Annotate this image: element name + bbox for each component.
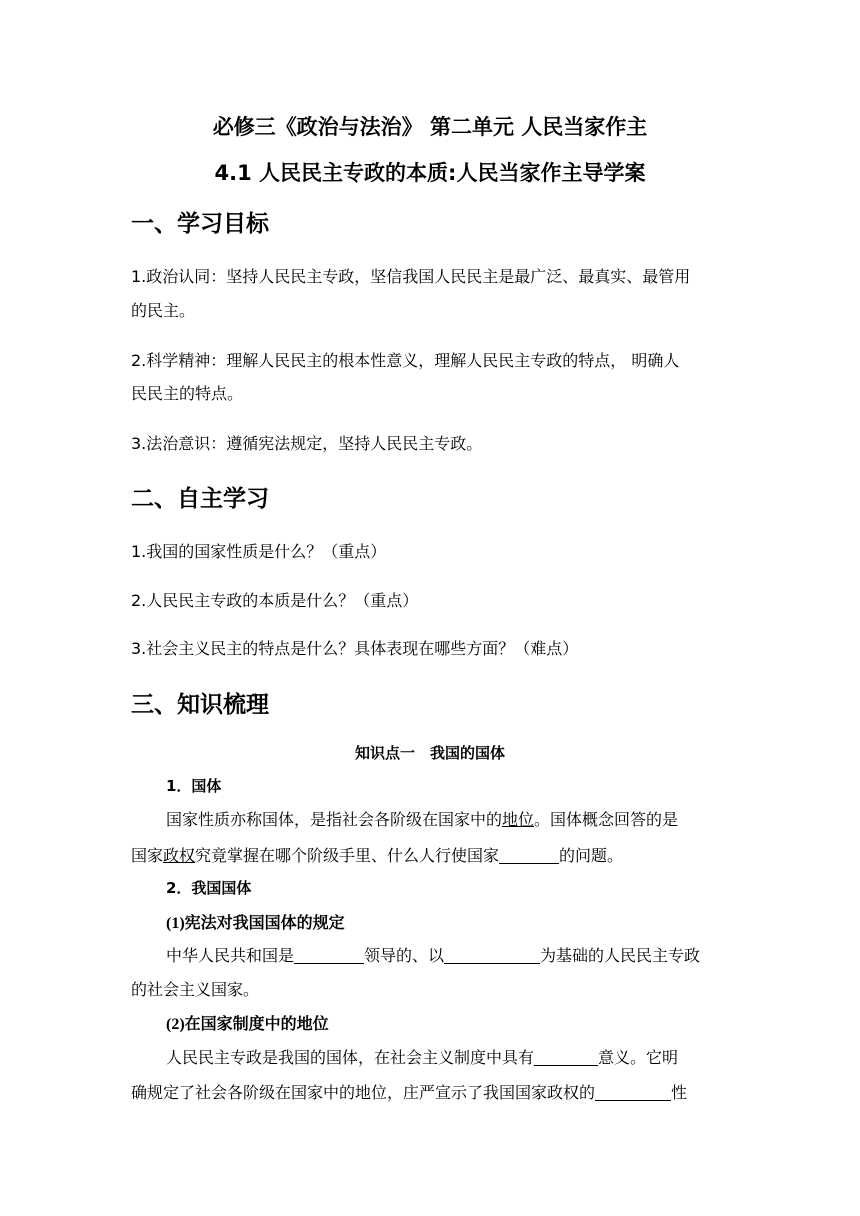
paragraph-status-line-1 [166, 1045, 678, 1068]
section-heading-goals: 一、学习目标 [131, 211, 269, 237]
text: 领导的、以 [364, 946, 445, 965]
text: 为基础的人民民主专政 [540, 946, 701, 965]
document-subtitle: 4.1 人民民主专政的本质:人民当家作主导学案 [214, 161, 646, 185]
paragraph-guoti-line-1 [166, 807, 678, 830]
goal-3: 3.法治意识：遵循宪法规定，坚持人民民主专政。 [131, 434, 483, 453]
text: 确规定了社会各阶级在国家中的地位，庄严宣示了我国国家政权的 [131, 1083, 596, 1102]
knowledge-point-title: 知识点一 我国的国体 [354, 744, 505, 762]
goal-1-line-1: 1.政治认同：坚持人民民主专政，坚信我国人民民主是最广泛、最真实、最管用 [131, 267, 691, 286]
goal-2-line-1: 2.科学精神：理解人民民主的根本性意义，理解人民民主专政的特点， 明确人 [131, 351, 680, 370]
text: 性 [671, 1083, 688, 1102]
text: 究竟掌握在哪个阶级手里、什么人行使国家 [195, 846, 500, 865]
section-heading-knowledge: 三、知识梳理 [131, 692, 269, 718]
question-1: 1.我国的国家性质是什么？（重点） [131, 542, 387, 561]
text: 人民民主专政是我国的国体，在社会主义制度中具有 [166, 1048, 535, 1067]
paragraph-constitution-line-2: 的社会主义国家。 [131, 980, 260, 999]
paragraph-guoti-line-2 [131, 843, 623, 866]
document-title: 必修三《政治与法治》 第二单元 人民当家作主 [212, 115, 648, 139]
question-2: 2.人民民主专政的本质是什么？（重点） [131, 591, 419, 610]
fill-in-blank[interactable] [499, 847, 559, 864]
underlined-answer-zhengquan: 政权 [163, 846, 196, 865]
fill-in-blank[interactable] [444, 947, 540, 964]
subheading-guoti: 1．国体 [166, 777, 222, 795]
fill-in-blank[interactable] [534, 1049, 598, 1066]
text: 中华人民共和国是 [166, 946, 295, 965]
fill-in-blank[interactable] [595, 1084, 671, 1101]
question-3: 3.社会主义民主的特点是什么？具体表现在哪些方面？（难点） [131, 639, 579, 658]
subheading-woguo-guoti: 2．我国国体 [166, 879, 252, 897]
paragraph-constitution-line-1 [166, 943, 700, 966]
text: 国家性质亦称国体，是指社会各阶级在国家中的 [166, 810, 503, 829]
text: 意义。它明 [598, 1048, 679, 1067]
section-heading-self-study: 二、自主学习 [131, 486, 269, 512]
subheading-constitution: (1)宪法对我国国体的规定 [166, 915, 345, 932]
paragraph-status-line-2 [131, 1080, 687, 1103]
text: 国家 [131, 846, 164, 865]
underlined-answer-diwei: 地位 [502, 810, 535, 829]
goal-1-line-2: 的民主。 [131, 301, 196, 320]
text: 的问题。 [559, 846, 624, 865]
subheading-status: (2)在国家制度中的地位 [166, 1016, 329, 1033]
goal-2-line-2: 民民主的特点。 [131, 384, 244, 403]
fill-in-blank[interactable] [294, 947, 364, 964]
text: 。国体概念回答的是 [534, 810, 679, 829]
